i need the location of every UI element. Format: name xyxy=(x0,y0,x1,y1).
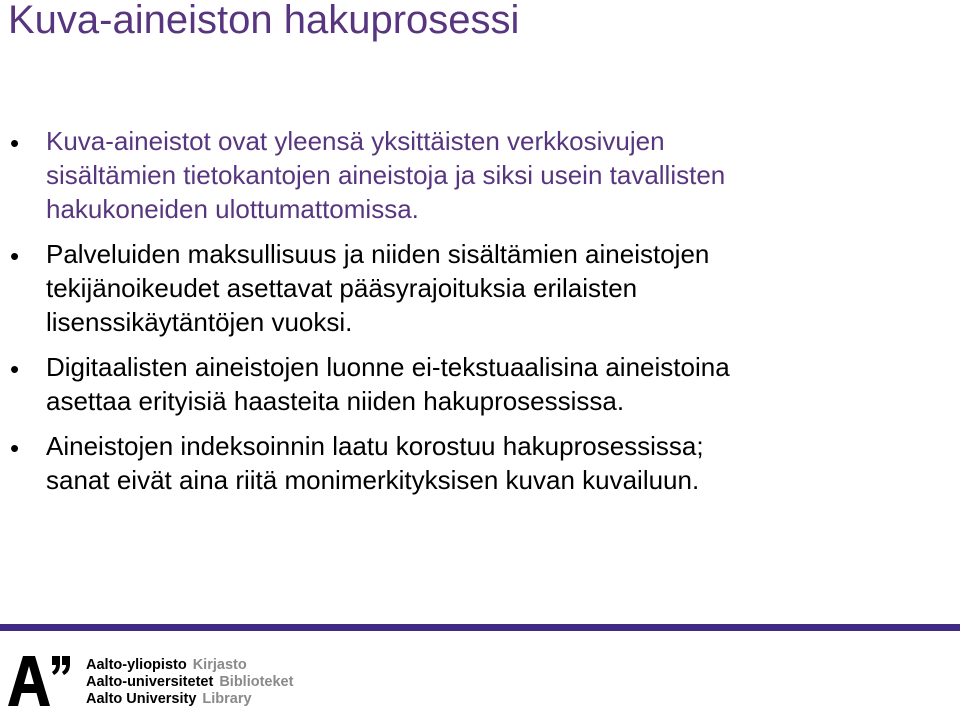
footer-divider xyxy=(0,624,960,631)
bullet-line: sanat eivät aina riitä monimerkityksisen kuvan kuvailuun. xyxy=(46,465,700,495)
bullet-marker: • xyxy=(10,128,20,158)
bullet-marker: • xyxy=(10,241,20,271)
slide-title: Kuva-aineiston hakuprosessi xyxy=(8,0,520,42)
bullet-item xyxy=(0,124,950,226)
bullet-line: Kuva-aineistot ovat yleensä yksittäisten verkkosivujen xyxy=(46,126,665,156)
bullet-line: lisenssikäytäntöjen vuoksi. xyxy=(46,307,353,337)
footer-row xyxy=(86,674,293,691)
bullet-text xyxy=(46,237,950,339)
university-name: Aalto University xyxy=(86,691,197,707)
bullet-line: tekijänoikeudet asettavat pääsyrajoituksia erilaisten xyxy=(46,273,638,303)
bullet-line: Digitaalisten aineistojen luonne ei-tekstuaalisina aineistoina xyxy=(46,352,730,382)
footer-row xyxy=(86,657,293,674)
bullet-text xyxy=(46,429,950,497)
footer-row xyxy=(86,691,293,708)
university-name: Aalto-yliopisto xyxy=(86,657,187,673)
library-name: Kirjasto xyxy=(192,657,247,673)
university-name: Aalto-universitetet xyxy=(86,674,214,690)
bullet-line: Palveluiden maksullisuus ja niiden sisältämien aineistojen xyxy=(46,239,710,269)
bullet-line: hakukoneiden ulottumattomissa. xyxy=(46,194,419,224)
bullet-marker: • xyxy=(10,354,20,384)
bullet-text xyxy=(46,350,950,418)
library-name: Biblioteket xyxy=(219,674,294,690)
aalto-logo-icon xyxy=(6,652,72,708)
library-name: Library xyxy=(202,691,252,707)
footer-institution-names xyxy=(86,657,293,708)
bullet-text xyxy=(46,124,950,226)
bullet-marker: • xyxy=(10,433,20,463)
bullet-item xyxy=(0,429,950,497)
bullet-line: asettaa erityisiä haasteita niiden hakuprosessissa. xyxy=(46,386,625,416)
bullet-line: sisältämien tietokantojen aineistoja ja siksi usein tavallisten xyxy=(46,160,726,190)
bullet-line: Aineistojen indeksoinnin laatu korostuu hakuprosessissa; xyxy=(46,431,704,461)
bullet-item xyxy=(0,237,950,339)
bullet-item xyxy=(0,350,950,418)
bullet-list xyxy=(0,124,950,508)
